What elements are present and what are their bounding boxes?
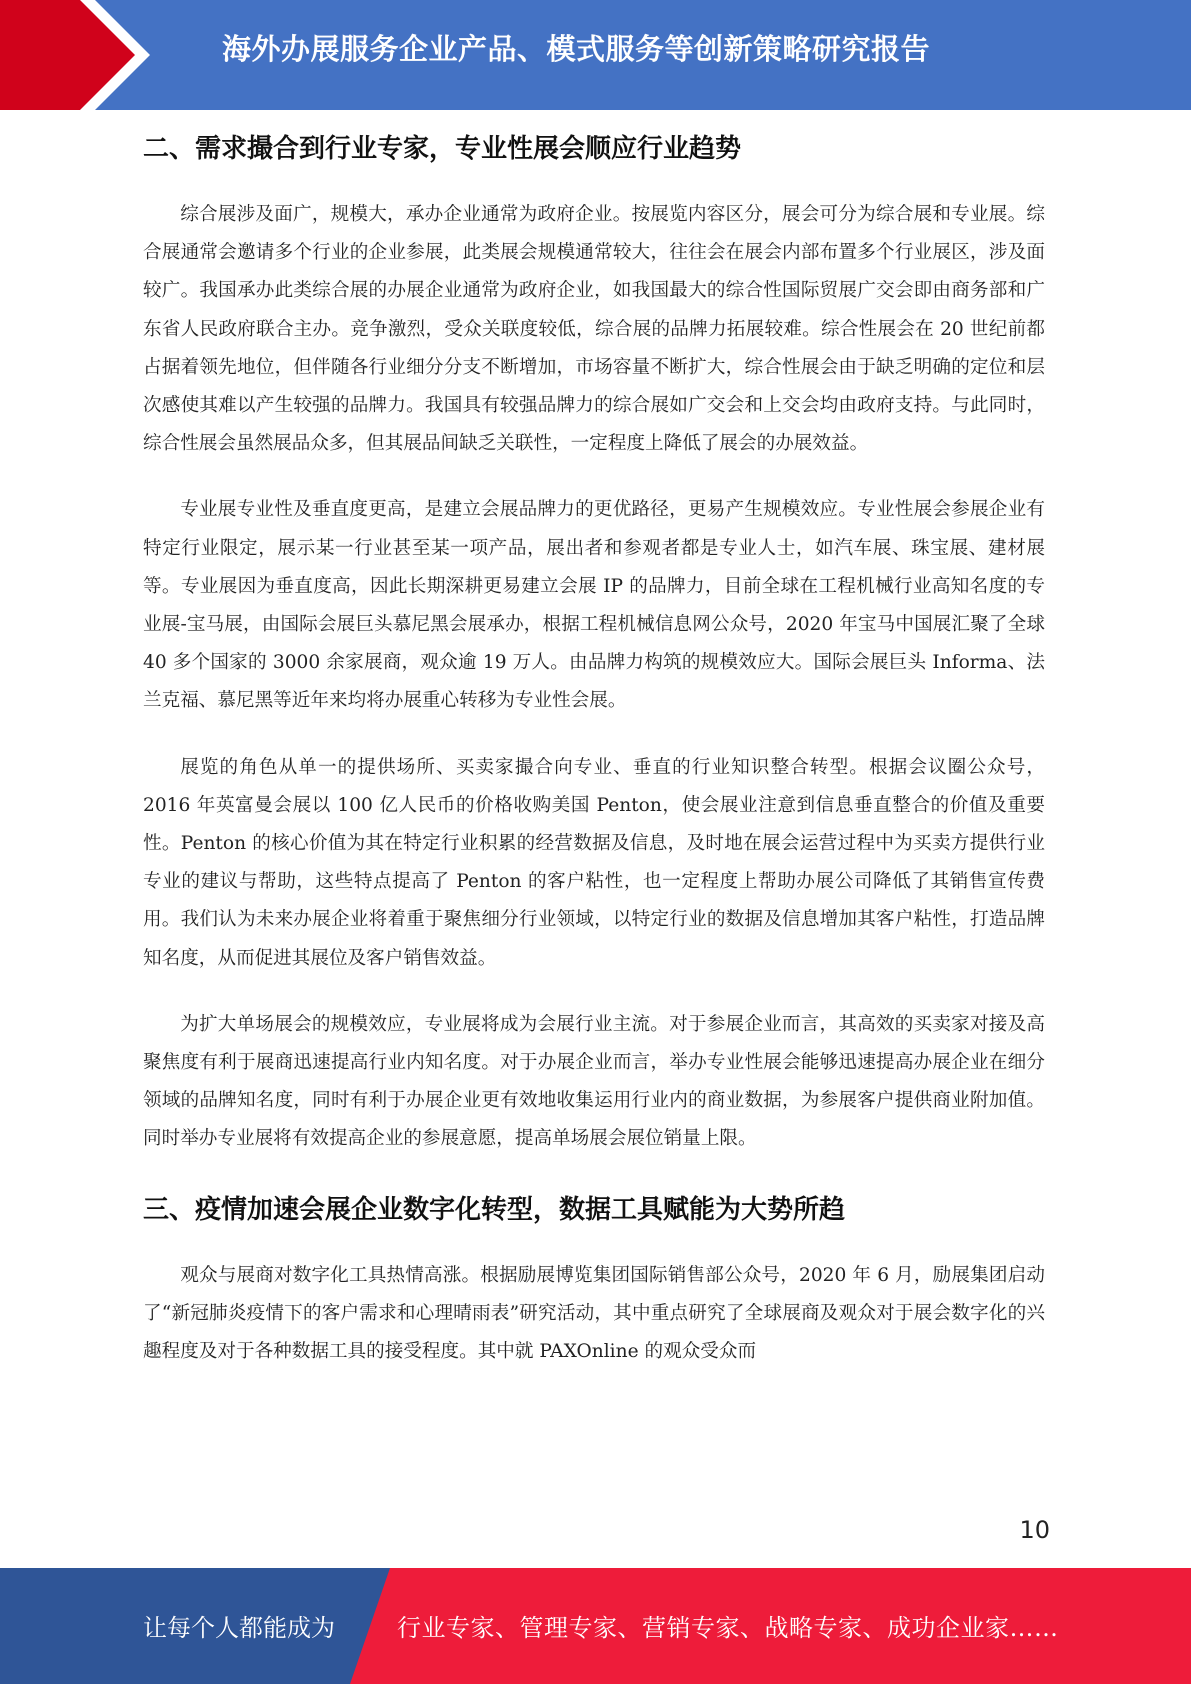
footer-slogan-right: 行业专家、管理专家、营销专家、战略专家、成功企业家……	[397, 1614, 1059, 1642]
section-heading: 二、需求撮合到行业专家，专业性展会顺应行业趋势	[143, 134, 742, 164]
body-paragraph: 专业展专业性及垂直度更高，是建立会展品牌力的更优路径，更易产生规模效应。专业性展会参展企业有特定行业限定，展示某一行业甚至某一项产品，展出者和参观者都是专业人士，如汽车展、珠宝展、建材展等。专业展因为垂直度高，因此长期深耕更易建立会展 IP 的品牌力，目前全球在工程机械行业高知名度的专业展-宝马展，由国际会展巨头慕尼黑会展承办，根据工程机械信息网公众号，2020 年宝马中国展汇聚了全球 40 多个国家的 3000 余家展商，观众逾 19 万人。由品牌力构筑的规模效应大。国际会展巨头 Informa、法兰克福、慕尼黑等近年来均将办展重心转移为专业性会展。	[143, 499, 1045, 712]
report-title: 海外办展服务企业产品、模式服务等创新策略研究报告	[222, 32, 931, 66]
page-header	[0, 0, 1191, 110]
main-content	[143, 126, 1045, 1399]
body-paragraph: 展览的角色从单一的提供场所、买卖家撮合向专业、垂直的行业知识整合转型。根据会议圈公众号，2016 年英富曼会展以 100 亿人民币的价格收购美国 Penton，使会展业注意到信息垂直整合的价值及重要性。Penton 的核心价值为其在特定行业积累的经营数据及信息，及时地在展会运营过程中为买卖方提供行业专业的建议与帮助，这些特点提高了 Penton 的客户粘性，也一定程度上帮助办展公司降低了其销售宣传费用。我们认为未来办展企业将着重于聚焦细分行业领域，以特定行业的数据及信息增加其客户粘性，打造品牌知名度，从而促进其展位及客户销售效益。	[143, 756, 1045, 969]
body-paragraph: 为扩大单场展会的规模效应，专业展将成为会展行业主流。对于参展企业而言，其高效的买卖家对接及高聚焦度有利于展商迅速提高行业内知名度。对于办展企业而言，举办专业性展会能够迅速提高办展企业在细分领域的品牌知名度，同时有利于办展企业更有效地收集运用行业内的商业数据，为参展客户提供商业附加值。同时举办专业展将有效提高企业的参展意愿，提高单场展会展位销量上限。	[143, 1013, 1045, 1150]
body-paragraph: 综合展涉及面广，规模大，承办企业通常为政府企业。按展览内容区分，展会可分为综合展和专业展。综合展通常会邀请多个行业的企业参展，此类展会规模通常较大，往往会在展会内部布置多个行业展区，涉及面较广。我国承办此类综合展的办展企业通常为政府企业，如我国最大的综合性国际贸展广交会即由商务部和广东省人民政府联合主办。竞争激烈，受众关联度较低，综合展的品牌力拓展较难。综合性展会在 20 世纪前都占据着领先地位，但伴随各行业细分分支不断增加，市场容量不断扩大，综合性展会由于缺乏明确的定位和层次感使其难以产生较强的品牌力。我国具有较强品牌力的综合展如广交会和上交会均由政府支持。与此同时，综合性展会虽然展品众多，但其展品间缺乏关联性，一定程度上降低了展会的办展效益。	[143, 204, 1045, 455]
section-heading: 三、疫情加速会展企业数字化转型，数据工具赋能为大势所趋	[143, 1194, 846, 1225]
footer-slogan-left: 让每个人都能成为	[143, 1614, 335, 1642]
header-red-arrow-decoration	[0, 0, 150, 110]
page-number: 10	[1019, 1516, 1050, 1544]
body-paragraph: 观众与展商对数字化工具热情高涨。根据励展博览集团国际销售部公众号，2020 年 6 月，励展集团启动了“新冠肺炎疫情下的客户需求和心理晴雨表”研究活动，其中重点研究了全球展商及观众对于展会数字化的兴趣程度及对于各种数据工具的接受程度。其中就 PAXOnline 的观众受众而	[143, 1264, 1045, 1363]
page-footer	[0, 1568, 1191, 1684]
